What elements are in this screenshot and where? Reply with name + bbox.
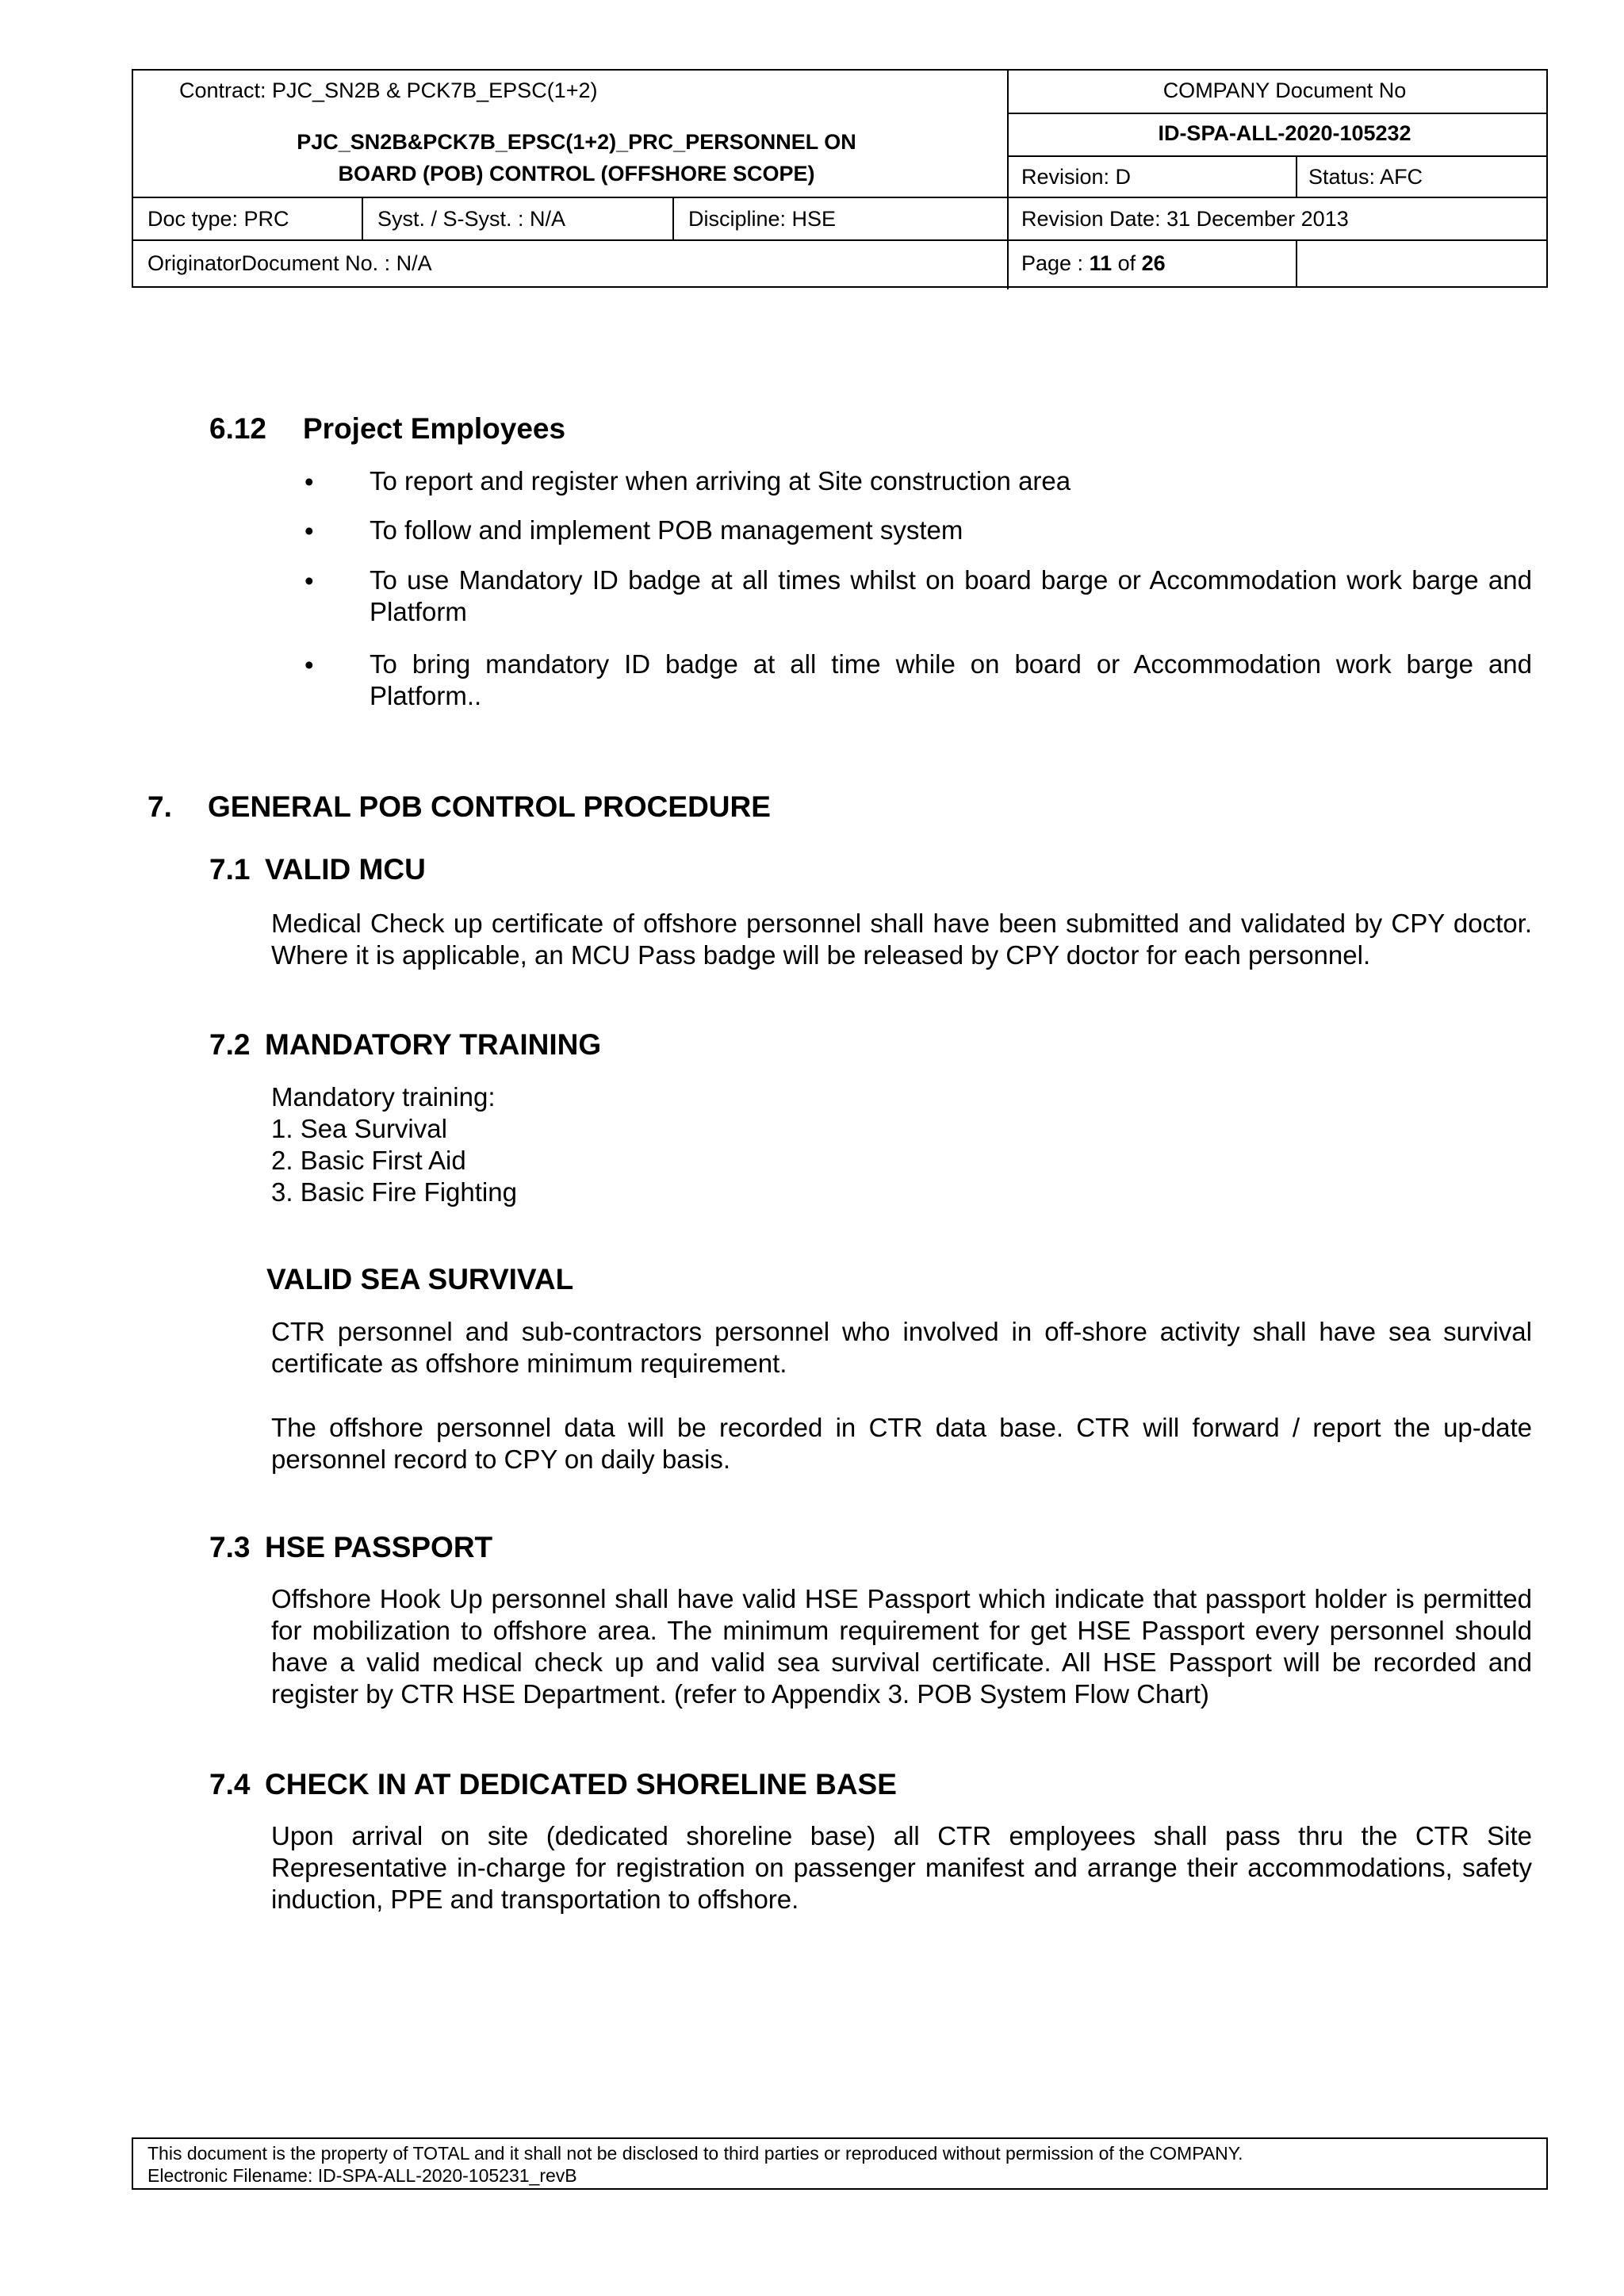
section-title: VALID MCU	[265, 853, 426, 886]
contract-label: Contract: PJC_SN2B & PCK7B_EPSC(1+2)	[179, 78, 598, 102]
bullet-icon: •	[304, 650, 314, 679]
bullet-icon: •	[304, 467, 314, 496]
document-footer	[132, 2137, 1548, 2190]
document-header-table	[132, 69, 1548, 288]
list-item: To follow and implement POB management system	[370, 515, 963, 545]
header-divider	[1009, 155, 1548, 157]
page-total: 26	[1141, 251, 1166, 275]
page-label: Page :	[1021, 251, 1090, 275]
section-title: Project Employees	[303, 412, 566, 445]
revision-date: Revision Date: 31 December 2013	[1021, 207, 1349, 231]
subsection-heading-sea-survival: VALID SEA SURVIVAL	[266, 1263, 574, 1295]
section-number: 7.3	[209, 1531, 251, 1563]
section-title: MANDATORY TRAINING	[265, 1028, 602, 1061]
section-number: 7.4	[209, 1768, 251, 1800]
document-title	[149, 126, 1004, 189]
list-item: To bring mandatory ID badge at all time while on board or Accommodation work barge and Platform..	[370, 649, 1532, 710]
footer-disclaimer: This document is the property of TOTAL and it shall not be disclosed to third parties or reproduced without permission of the COMPANY.	[147, 2143, 1243, 2164]
header-divider	[1007, 71, 1009, 289]
section-number: 7.	[147, 790, 172, 823]
header-divider	[672, 197, 674, 239]
list-item: 2. Basic First Aid	[271, 1146, 466, 1175]
paragraph: Medical Check up certificate of offshore personnel shall have been submitted and validated by CPY doctor. Where it is applicable, an MCU Pass badge will be released by CPY doctor for each personnel.	[271, 909, 1532, 970]
company-doc-number: ID-SPA-ALL-2020-105232	[1158, 121, 1411, 145]
section-heading-6-12	[209, 412, 566, 446]
originator-doc-number: OriginatorDocument No. : N/A	[147, 251, 432, 275]
revision: Revision: D	[1021, 165, 1132, 189]
training-intro: Mandatory training:	[271, 1082, 496, 1112]
bullet-icon: •	[304, 516, 314, 545]
doc-type: Doc type: PRC	[147, 207, 289, 231]
company-doc-label: COMPANY Document No	[1162, 78, 1407, 102]
header-divider	[133, 197, 1548, 198]
page-number	[1021, 251, 1166, 276]
header-divider	[1296, 239, 1297, 288]
footer-filename: Electronic Filename: ID-SPA-ALL-2020-105231_revB	[147, 2165, 577, 2186]
section-heading-7-4	[209, 1768, 897, 1801]
section-number: 6.12	[209, 412, 267, 445]
section-heading-7-2	[209, 1028, 602, 1062]
list-item: To use Mandatory ID badge at all times whilst on board barge or Accommodation work barge and Platform	[370, 565, 1532, 626]
document-title-line1: PJC_SN2B&PCK7B_EPSC(1+2)_PRC_PERSONNEL ON	[297, 130, 856, 154]
document-title-line2: BOARD (POB) CONTROL (OFFSHORE SCOPE)	[338, 162, 815, 186]
paragraph: The offshore personnel data will be recorded in CTR data base. CTR will forward / report the up-date personnel record to CPY on daily basis.	[271, 1413, 1532, 1474]
bullet-icon: •	[304, 566, 314, 595]
page-of: of	[1112, 251, 1142, 275]
paragraph: Offshore Hook Up personnel shall have valid HSE Passport which indicate that passport holder is permitted for mobilization to offshore area. The minimum requirement for get HSE Passport every personnel should have a valid medical check up and valid sea survival certificate. All HSE Passport will be recorded and register by CTR HSE Department. (refer to Appendix 3. POB System Flow Chart)	[271, 1584, 1532, 1709]
list-item: To report and register when arriving at Site construction area	[370, 466, 1071, 496]
list-item: 1. Sea Survival	[271, 1114, 447, 1143]
section-heading-7	[147, 790, 771, 824]
system: Syst. / S-Syst. : N/A	[377, 207, 566, 231]
header-divider	[133, 239, 1548, 241]
section-title: CHECK IN AT DEDICATED SHORELINE BASE	[265, 1768, 897, 1800]
list-item: 3. Basic Fire Fighting	[271, 1177, 517, 1207]
paragraph: Upon arrival on site (dedicated shoreline base) all CTR employees shall pass thru the CTR Site Representative in-charge for registration on passenger manifest and arrange their accommodations, safety induction, PPE and transportation to offshore.	[271, 1821, 1532, 1914]
discipline: Discipline: HSE	[688, 207, 837, 231]
header-divider	[1296, 155, 1297, 197]
page-current: 11	[1089, 251, 1113, 275]
status: Status: AFC	[1308, 165, 1423, 189]
paragraph: CTR personnel and sub-contractors personnel who involved in off-shore activity shall have sea survival certificate as offshore minimum requirement.	[271, 1317, 1532, 1378]
section-number: 7.2	[209, 1028, 251, 1061]
section-title: HSE PASSPORT	[265, 1531, 493, 1563]
header-divider	[1009, 113, 1548, 114]
section-heading-7-3	[209, 1531, 493, 1564]
section-title: GENERAL POB CONTROL PROCEDURE	[208, 790, 771, 823]
section-heading-7-1	[209, 853, 426, 886]
header-divider	[362, 197, 363, 239]
section-number: 7.1	[209, 853, 251, 886]
